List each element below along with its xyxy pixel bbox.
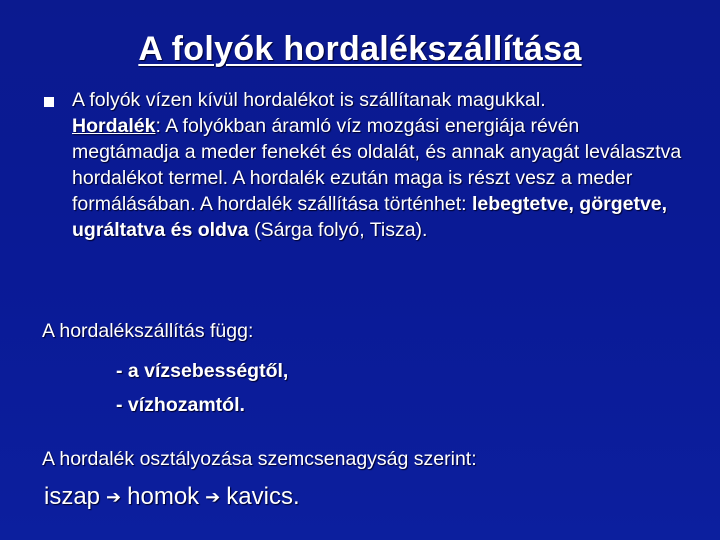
right-arrow-icon: ➔ [205, 487, 221, 507]
bullet-line-1: A folyók vízen kívül hordalékot is szállítanak magukkal. [72, 89, 546, 111]
bullet-text [72, 87, 687, 243]
transport-modes: lebegtetve, görgetve, ugráltatva és oldva [72, 193, 668, 241]
depends-intro: A hordalékszállítás függ: [42, 320, 254, 342]
flow-item-kavics: kavics. [226, 483, 300, 510]
flow-item-iszap: iszap [44, 483, 101, 510]
classification-flow [44, 482, 300, 512]
flow-item-homok: homok [127, 483, 200, 510]
slide-title: A folyók hordalékszállítása [138, 30, 582, 68]
square-bullet-icon [44, 97, 54, 107]
hordalek-term: Hordalék [72, 115, 156, 137]
hordalek-definition: : A folyókban áramló víz mozgási energiája révén megtámadja a meder fenekét és oldalát, és annak anyagát leválasztva hordalékot termel. A hordalék ezután maga is részt vesz a meder formálásában. A hordalék szállítása történhet: [72, 115, 682, 215]
river-examples: (Sárga folyó, Tisza). [248, 219, 428, 241]
depends-item-discharge: - vízhozamtól. [116, 394, 245, 416]
right-arrow-icon: ➔ [106, 487, 122, 507]
classification-intro: A hordalék osztályozása szemcsenagyság szerint: [42, 448, 477, 470]
depends-item-velocity: - a vízsebességtől, [116, 360, 289, 382]
